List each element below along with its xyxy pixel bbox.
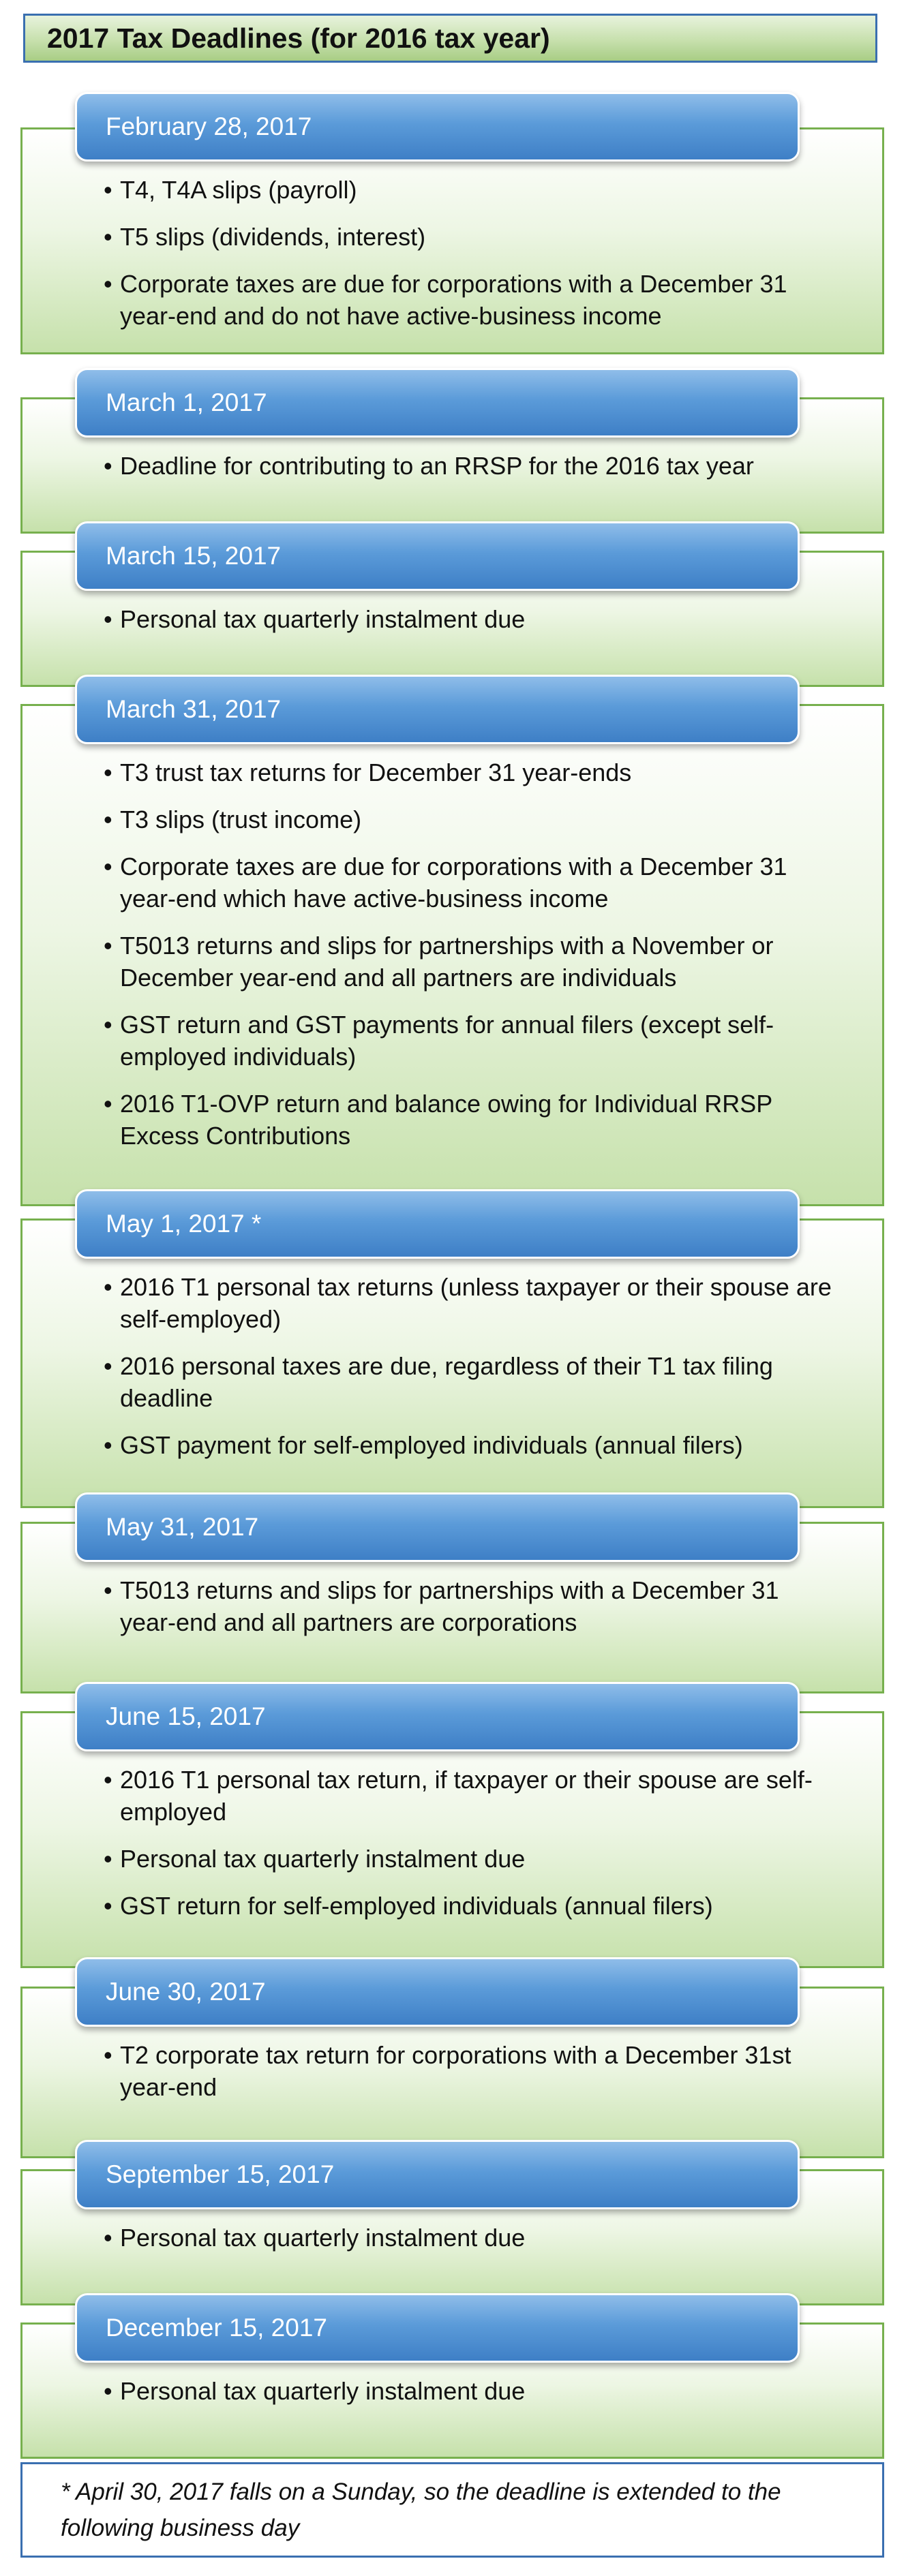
deadline-item: • Corporate taxes are due for corporations with a December 31 year-end and do not have active-business income [104, 268, 838, 332]
deadline-items [104, 603, 838, 650]
deadline-item: • GST return and GST payments for annual filers (except self-employed individuals) [104, 1009, 838, 1073]
deadline-item: • 2016 T1 personal tax returns (unless taxpayer or their spouse are self-employed) [104, 1271, 838, 1335]
deadline-date: June 30, 2017 [75, 1957, 800, 2027]
deadline-item: • Corporate taxes are due for corporations with a December 31 year-end which have active-business income [104, 850, 838, 915]
deadline-date: December 15, 2017 [75, 2293, 800, 2363]
deadline-items [104, 2222, 838, 2269]
deadline-item: • Deadline for contributing to an RRSP for the 2016 tax year [104, 450, 838, 482]
deadline-date: March 1, 2017 [75, 368, 800, 438]
deadline-items [104, 1574, 838, 1653]
deadline-item: • T5 slips (dividends, interest) [104, 221, 838, 253]
deadline-item: • GST return for self-employed individuals (annual filers) [104, 1890, 838, 1922]
deadline-items [104, 756, 838, 1167]
deadline-item: • Personal tax quarterly instalment due [104, 603, 838, 635]
deadline-items [104, 174, 838, 347]
deadline-items [104, 1764, 838, 1937]
deadline-item: • 2016 T1-OVP return and balance owing for Individual RRSP Excess Contributions [104, 1088, 838, 1152]
deadline-date: February 28, 2017 [75, 92, 800, 162]
deadline-item: • 2016 T1 personal tax return, if taxpayer or their spouse are self-employed [104, 1764, 838, 1828]
deadline-date: March 15, 2017 [75, 521, 800, 591]
deadline-item: • T4, T4A slips (payroll) [104, 174, 838, 206]
deadline-items [104, 450, 838, 497]
page-title: 2017 Tax Deadlines (for 2016 tax year) [23, 14, 877, 63]
deadline-item: • T3 slips (trust income) [104, 803, 838, 835]
deadline-item: • 2016 personal taxes are due, regardless of their T1 tax filing deadline [104, 1350, 838, 1414]
deadline-item: • T5013 returns and slips for partnerships with a December 31 year-end and all partners are corporations [104, 1574, 838, 1638]
deadline-items [104, 2039, 838, 2118]
deadline-items [104, 2375, 838, 2422]
footnote: * April 30, 2017 falls on a Sunday, so the deadline is extended to the following business day [20, 2462, 884, 2558]
deadline-date: March 31, 2017 [75, 675, 800, 744]
deadline-items [104, 1271, 838, 1476]
deadline-date: May 1, 2017 * [75, 1189, 800, 1259]
deadline-item: • Personal tax quarterly instalment due [104, 2375, 838, 2407]
deadline-item: • GST payment for self-employed individuals (annual filers) [104, 1429, 838, 1461]
deadline-item: • T2 corporate tax return for corporations with a December 31st year-end [104, 2039, 838, 2103]
deadline-date: September 15, 2017 [75, 2140, 800, 2209]
deadline-item: • T5013 returns and slips for partnerships with a November or December year-end and all partners are individuals [104, 930, 838, 994]
deadline-date: May 31, 2017 [75, 1492, 800, 1562]
deadline-item: • Personal tax quarterly instalment due [104, 2222, 838, 2254]
deadline-date: June 15, 2017 [75, 1682, 800, 1751]
deadline-item: • Personal tax quarterly instalment due [104, 1843, 838, 1875]
deadline-item: • T3 trust tax returns for December 31 year-ends [104, 756, 838, 788]
